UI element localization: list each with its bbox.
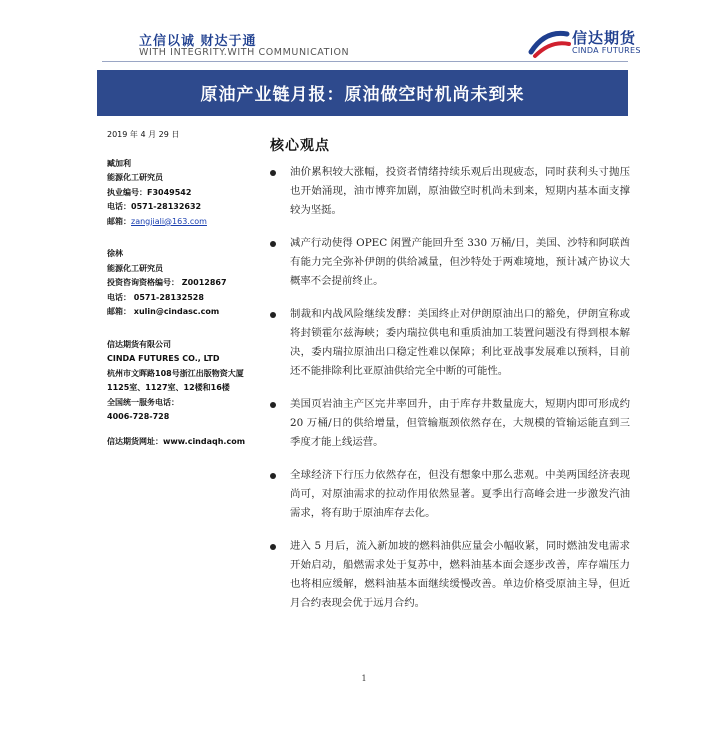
company-name-cn: 信达期货有限公司 (107, 339, 171, 349)
bullet-icon (270, 241, 276, 247)
company-address-floors: 1125室、1127室、12楼和16楼 (107, 383, 230, 392)
analyst-email-label: 邮箱： (107, 216, 131, 226)
analyst-phone: 电话：0571-28132632 (107, 202, 202, 211)
bullet-text: 全球经济下行压力依然存在，但没有想象中那么悲观。中美两国经济表现尚可，对原油需求的拉动作用依然显著。夏季出行高峰会进一步激发汽油需求，将有助于原油库存去化。 (290, 469, 630, 519)
company-address: 杭州市文晖路108号浙江出版物资大厦 (107, 368, 244, 378)
section-title: 核心观点 (270, 138, 330, 154)
page-number: 1 (361, 674, 367, 683)
analyst-phone: 电话： 0571-28132528 (107, 292, 204, 302)
bullet-text: 减产行动使得 OPEC 闲置产能回升至 330 万桶/日，美国、沙特和阿联酋有能力完全弥补伊朗的供给减量，但沙特处于两难境地，预计减产协议大概率不会提前终止。 (290, 237, 630, 287)
company-website: 信达期货网址：www.cindaqh.com (107, 436, 246, 446)
list-item (268, 163, 630, 220)
bullet-icon (270, 473, 276, 479)
list-item (268, 466, 630, 523)
logo-name-cn: 信达期货 (572, 29, 637, 47)
bullet-icon (270, 312, 276, 318)
analyst-dept: 能源化工研究员 (107, 263, 163, 273)
analyst-card-2 (107, 247, 267, 320)
analyst-name: 徐林 (107, 249, 123, 258)
bullet-text: 美国页岩油主产区完井率回升，由于库存井数量庞大，短期内即可形成约 20 万桶/日的供给增量，但管输瓶颈依然存在，大规模的管输运能直到三季度才能上线运营。 (290, 398, 630, 448)
header-slogan-cn: 立信以诚 财达于通 (139, 34, 257, 49)
company-info (107, 338, 267, 450)
analyst-license: 投资咨询资格编号： Z0012867 (107, 278, 227, 287)
report-date: 2019 年 4 月 29 日 (107, 130, 180, 139)
analyst-email-row (107, 215, 267, 230)
logo-name-en: CINDA FUTURES (572, 46, 641, 55)
analyst-card-1 (107, 157, 267, 230)
company-name-en: CINDA FUTURES CO., LTD (107, 354, 220, 363)
analyst-name: 臧加利 (107, 158, 131, 168)
list-item (268, 395, 630, 452)
bullet-text: 进入 5 月后，流入新加坡的燃料油供应量会小幅收紧，同时燃油发电需求开始启动，船燃需求处于复苏中，燃料油基本面会逐步改善，库存端压力也将相应缓解，燃料油基本面继续缓慢改善。单边价格受原油主导，但近月合约表现会优于远月合约。 (290, 540, 630, 609)
key-points-list (268, 163, 630, 627)
list-item (268, 305, 630, 381)
bullet-text: 制裁和内战风险继续发酵：美国终止对伊朗原油出口的豁免，伊朗宣称或将封锁霍尔兹海峡；委内瑞拉供电和重质油加工装置问题没有得到根本解决，委内瑞拉原油出口稳定性难以保障；利比亚战事发展难以预料，目前还不能排除利比亚原油供给完全中断的可能性。 (290, 308, 630, 377)
analyst-email: 邮箱： xulin@cindasc.com (107, 307, 220, 316)
sidebar-info (107, 128, 267, 460)
title-banner (97, 70, 628, 116)
bullet-icon (270, 544, 276, 550)
bullet-icon (270, 402, 276, 408)
hotline-number: 4006-728-728 (107, 412, 170, 421)
analyst-dept: 能源化工研究员 (107, 173, 163, 182)
analyst-license: 执业编号：F3049542 (107, 187, 192, 197)
bullet-icon (270, 170, 276, 176)
header-slogan-en: WITH INTEGRITY.WITH COMMUNICATION (139, 47, 350, 58)
list-item (268, 234, 630, 291)
report-title: 原油产业链月报：原油做空时机尚未到来 (200, 85, 525, 105)
bullet-text: 油价累积较大涨幅，投资者情绪持续乐观后出现疲态，同时获利头寸抛压也开始涌现，油市博弈加剧，原油做空时机尚未到来，短期内基本面支撑较为坚挺。 (290, 166, 630, 216)
list-item (268, 537, 630, 613)
analyst-email-link[interactable]: zangjiali@163.com (131, 216, 207, 226)
hotline-label: 全国统一服务电话： (107, 397, 179, 407)
